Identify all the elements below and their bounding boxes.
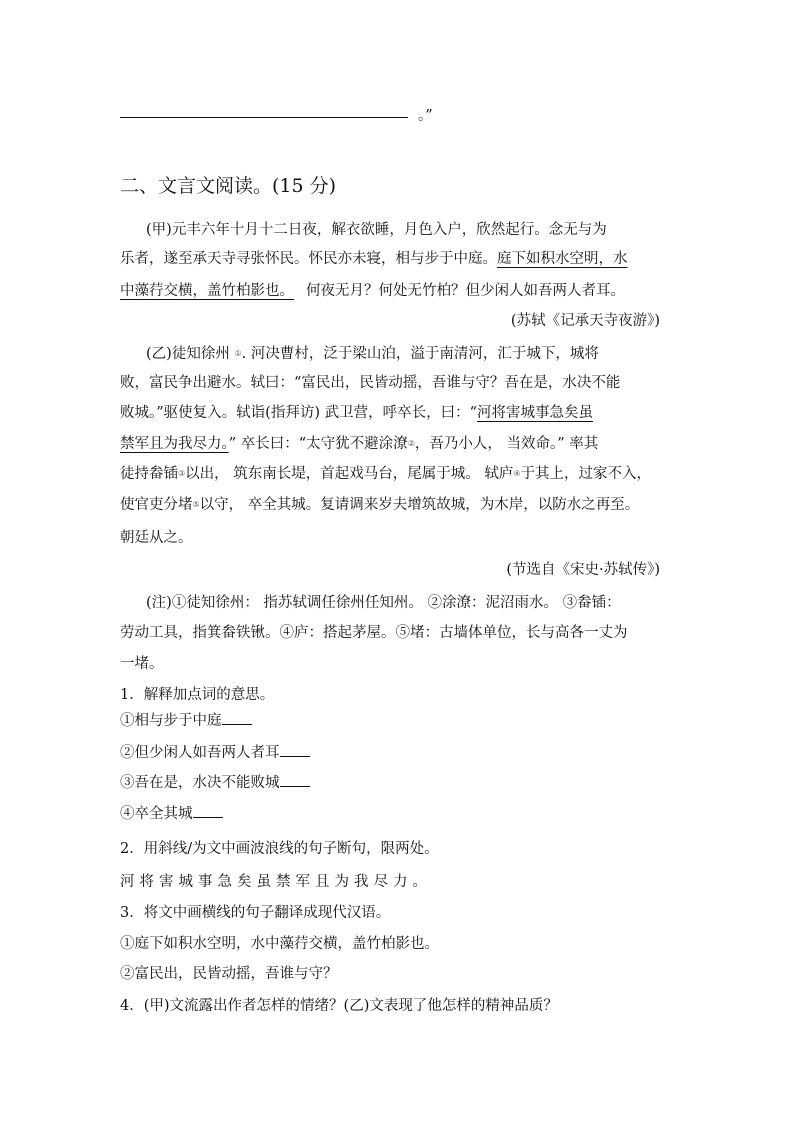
yi-wavy-sentence-start: 河将害城事急矣虽 xyxy=(477,405,593,421)
question-1-item-2 xyxy=(120,743,310,763)
question-1-item-4-text: ④卒全其城 xyxy=(120,806,193,822)
footnote-marker-3: ③ xyxy=(178,469,186,478)
question-2-sentence: 河将害城事急矣虽禁军且为我尽力。 xyxy=(120,874,432,890)
question-1-item-3 xyxy=(120,773,310,793)
question-1-item-2-text: ②但少闲人如吾两人者耳 xyxy=(120,745,280,761)
question-3-item-2: ②富民出，民皆动摇，吾谁与守？ xyxy=(120,966,338,982)
yi-line-1 xyxy=(146,344,599,364)
yi-line-5-mid: 以出， 筑东南长堤，首起戏马台，尾属于城。 轼庐 xyxy=(185,466,514,482)
notes-line-2: 劳动工具，指箕畚铁锹。④庐：搭起茅屋。⑤堵：古墙体单位，长与高各一丈为 xyxy=(120,625,628,641)
question-1-item-1-text: ①相与步于中庭 xyxy=(120,713,222,729)
jia-underlined-sentence-end: 中藻荇交横，盖竹柏影也。 xyxy=(120,283,294,299)
jia-source: (苏轼《记承天寺夜游》) xyxy=(510,313,660,329)
section-heading: 二、文言文阅读。(15 分) xyxy=(120,175,337,197)
question-3: 3．将文中画横线的句子翻译成现代汉语。 xyxy=(120,905,391,921)
jia-line-2 xyxy=(120,249,628,269)
yi-line-6-text: 使官吏分堵 xyxy=(120,497,193,513)
footnote-marker-1: ① xyxy=(234,349,242,358)
yi-line-5-rest: 于其上，过家不入， xyxy=(520,466,652,482)
yi-line-4 xyxy=(120,434,598,454)
footnote-marker-5: ⑤ xyxy=(192,500,200,509)
yi-line-5 xyxy=(120,464,651,484)
yi-line-1-text: (乙)徒知徐州 xyxy=(146,346,230,362)
jia-line-3 xyxy=(120,281,625,301)
question-4: 4．(甲)文流露出作者怎样的情绪？(乙)文表现了他怎样的精神品质？ xyxy=(120,998,558,1014)
yi-line-7: 朝廷从之。 xyxy=(120,530,193,546)
question-1-item-3-text: ③吾在是，水决不能败城 xyxy=(120,775,280,791)
yi-line-2: 败，富民争出避水。轼曰：“富民出，民皆动摇，吾谁与守？吾在是，水决不能 xyxy=(120,375,621,391)
yi-wavy-sentence-end: 禁军且为我尽力。 xyxy=(120,436,229,452)
yi-line-3-text: 败城。”驱使复入。轼诣(指拜访) 武卫营，呼卒长，曰：“ xyxy=(120,405,477,421)
jia-line-2-text: 乐者，遂至承天寺寻张怀民。怀民亦未寝，相与步于中庭。 xyxy=(120,251,497,267)
yi-line-4-text: ” 卒长曰：“太守犹不避涂潦 xyxy=(228,436,408,452)
question-1-item-4 xyxy=(120,804,223,824)
jia-underlined-sentence-start: 庭下如积水空明，水 xyxy=(497,251,628,267)
yi-line-6 xyxy=(120,495,639,515)
yi-line-3 xyxy=(120,403,593,423)
question-1: 1．解释加点词的意思。 xyxy=(120,687,275,703)
yi-source: (节选自《宋史·苏轼传》) xyxy=(506,562,660,578)
question-1-item-1 xyxy=(120,711,252,731)
answer-blank-line xyxy=(120,117,408,118)
question-3-item-1: ①庭下如积水空明，水中藻荇交横，盖竹柏影也。 xyxy=(120,936,439,952)
answer-blank[interactable] xyxy=(280,774,310,787)
notes-line-1: (注)①徒知徐州： 指苏轼调任徐州任知州。 ②涂潦：泥沼雨水。 ③畚锸： xyxy=(146,595,621,611)
yi-line-5-text: 徒持畚锸 xyxy=(120,466,178,482)
answer-blank-tail: 。” xyxy=(418,108,433,124)
footnote-marker-2: ② xyxy=(407,439,415,448)
jia-line-3-text: 何夜无月？何处无竹柏？但少闲人如吾两人者耳。 xyxy=(306,283,625,299)
jia-line-1: (甲)元丰六年十月十二日夜，解衣欲睡，月色入户，欣然起行。念无与为 xyxy=(146,222,607,238)
answer-blank[interactable] xyxy=(222,712,252,725)
footnote-marker-4: ④ xyxy=(513,469,521,478)
notes-line-3: 一堵。 xyxy=(120,656,164,672)
yi-line-1-rest: . 河决曹村，泛于梁山泊，溢于南清河，汇于城下，城将 xyxy=(241,346,599,362)
answer-blank[interactable] xyxy=(193,805,223,818)
yi-line-4-rest: ，吾乃小人， 当效命。” 率其 xyxy=(414,436,599,452)
question-2: 2．用斜线/为文中画波浪线的句子断句，限两处。 xyxy=(120,841,439,857)
yi-line-6-rest: 以守， 卒全其城。复请调来岁夫增筑故城，为木岸，以防水之再至。 xyxy=(199,497,640,513)
answer-blank[interactable] xyxy=(280,744,310,757)
